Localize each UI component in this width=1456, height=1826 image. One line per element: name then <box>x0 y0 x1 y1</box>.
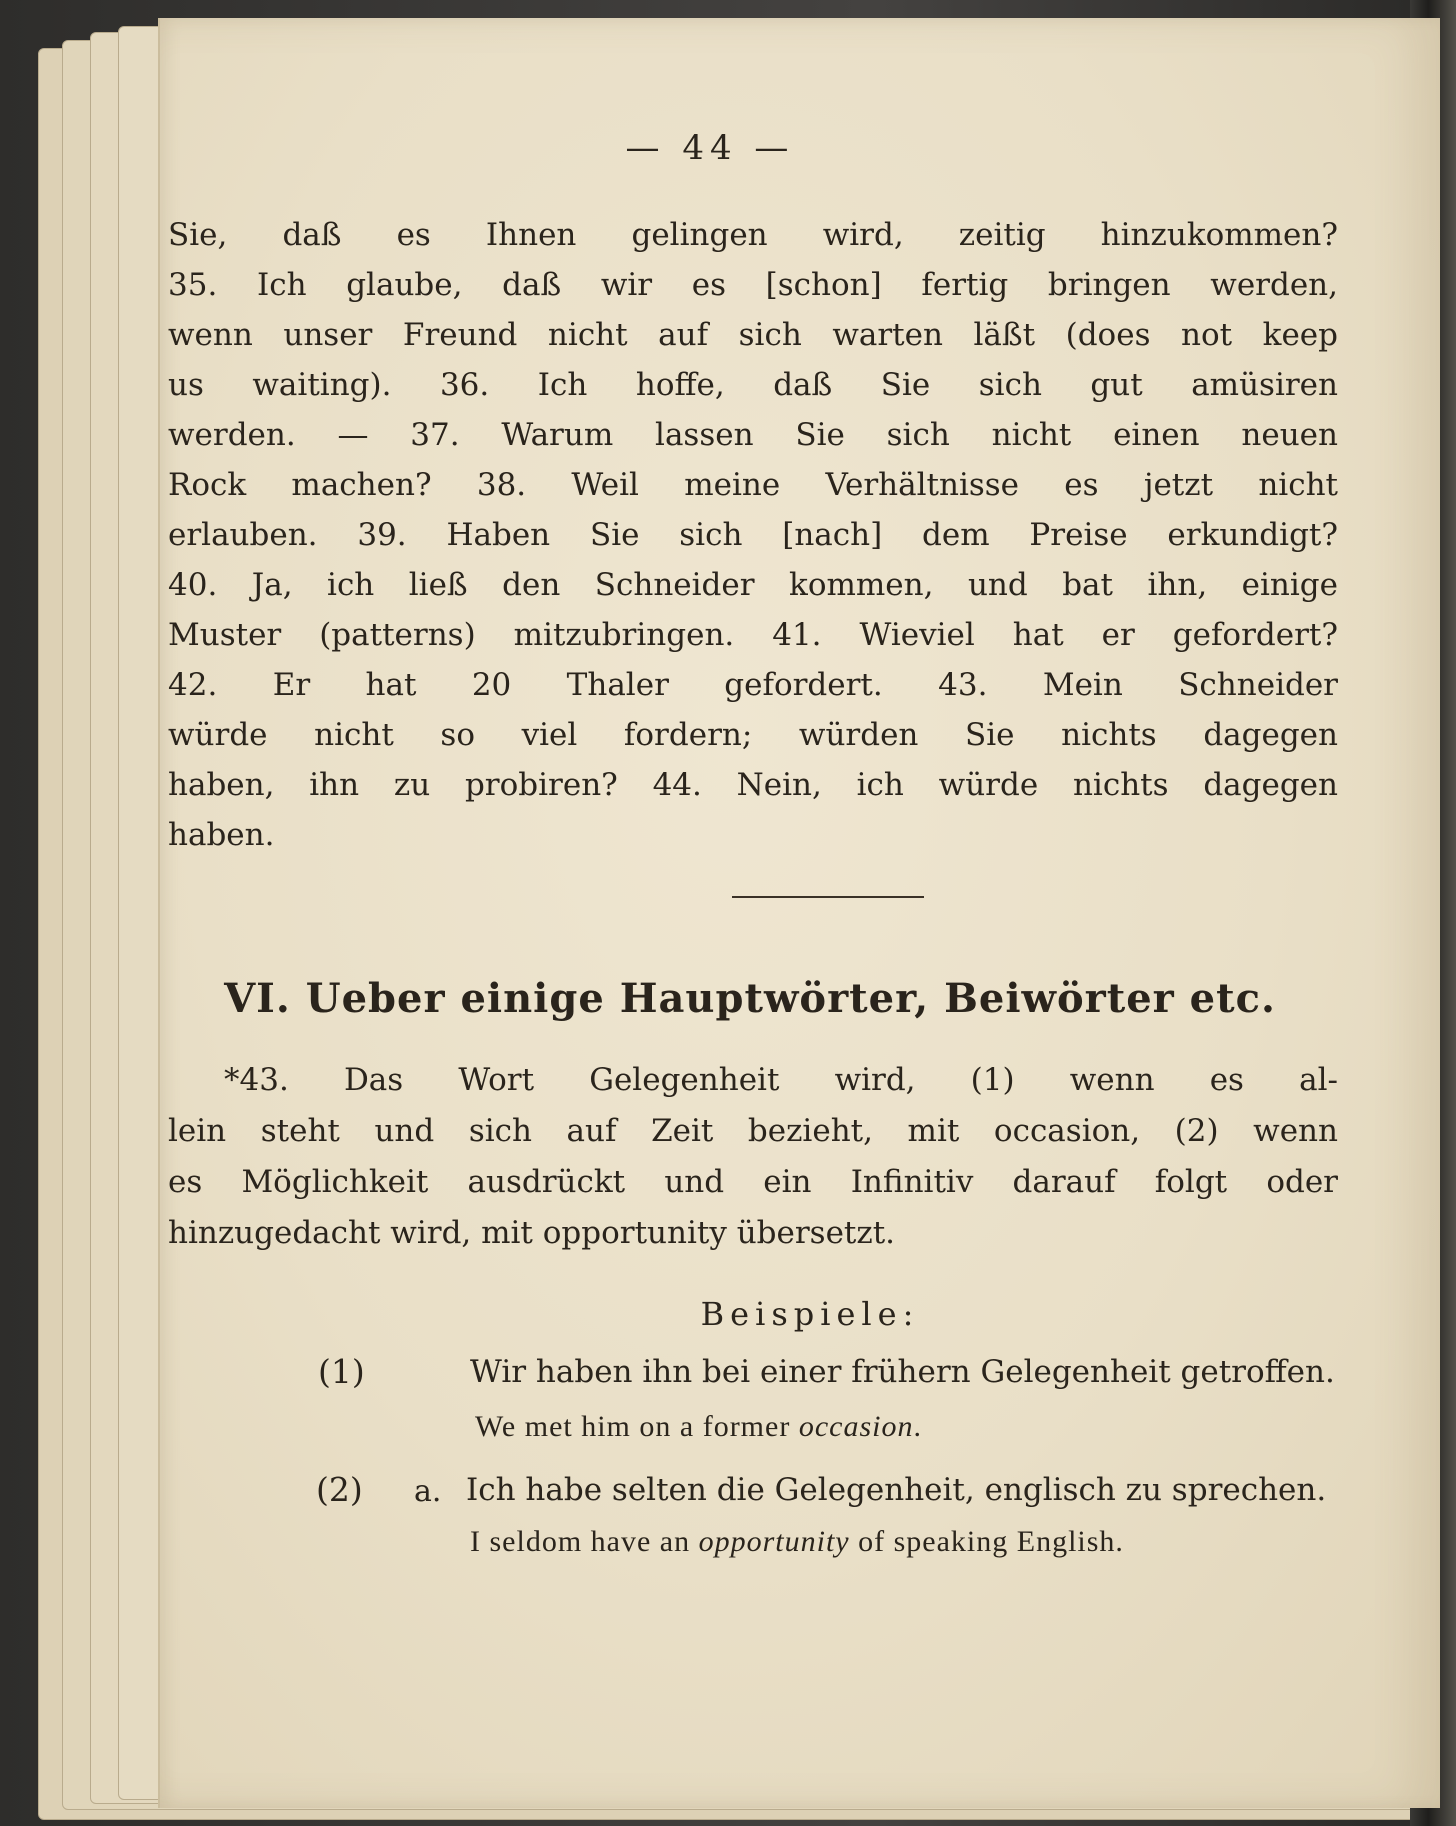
text-line: Sie, daß es Ihnen gelingen wird, zeitig hinzukommen? <box>168 217 1338 253</box>
text-line: Muster (patterns) mitzubringen. 41. Wieviel hat er gefordert? <box>168 617 1338 653</box>
english-text: of speaking English. <box>849 1525 1124 1558</box>
english-keyword: occasion <box>798 1410 914 1443</box>
page-number: — 44 — <box>625 128 795 168</box>
text-line: lein steht und sich auf Zeit bezieht, mit occasion, (2) wenn <box>168 1113 1338 1149</box>
text-line: 40. Ja, ich ließ den Schneider kommen, und bat ihn, einige <box>168 567 1338 603</box>
text-line: haben, ihn zu probiren? 44. Nein, ich würde nichts dagegen <box>168 767 1338 803</box>
english-keyword: opportunity <box>698 1525 850 1558</box>
body-text <box>168 210 1338 860</box>
text-line: hinzugedacht wird, mit opportunity übersetzt. <box>168 1215 896 1251</box>
text-line: us waiting). 36. Ich hoffe, daß Sie sich gut amüsiren <box>168 367 1338 403</box>
example-sub-letter: a. <box>414 1474 442 1509</box>
example-german: Ich habe selten die Gelegenheit, englisch zu sprechen. <box>466 1472 1327 1508</box>
text-line: haben. <box>168 817 275 853</box>
text-line: 35. Ich glaube, daß wir es [schon] fertig bringen werden, <box>168 267 1338 303</box>
example-english <box>470 1525 1124 1559</box>
example-number: (2) <box>316 1470 363 1509</box>
section-text <box>168 1055 1338 1259</box>
example-number: (1) <box>318 1352 365 1391</box>
text-line: Rock machen? 38. Weil meine Verhältnisse es jetzt nicht <box>168 467 1338 503</box>
text-line: erlauben. 39. Haben Sie sich [nach] dem Preise erkundigt? <box>168 517 1338 553</box>
example-english <box>475 1410 922 1444</box>
examples-title: Beispiele: <box>700 1295 920 1333</box>
text-line: *43. Das Wort Gelegenheit wird, (1) wenn es al- <box>224 1062 1338 1098</box>
english-text: I seldom have an <box>470 1525 699 1558</box>
text-line: 42. Er hat 20 Thaler gefordert. 43. Mein Schneider <box>168 667 1338 703</box>
section-divider <box>732 896 924 898</box>
text-line: es Möglichkeit ausdrückt und ein Infinitiv darauf folgt oder <box>168 1164 1338 1200</box>
text-line: werden. — 37. Warum lassen Sie sich nicht einen neuen <box>168 417 1338 453</box>
text-line: würde nicht so viel fordern; würden Sie nichts dagegen <box>168 717 1338 753</box>
english-text: We met him on a former <box>475 1410 799 1443</box>
english-text: . <box>913 1410 922 1443</box>
section-heading: VI. Ueber einige Hauptwörter, Beiwörter etc. <box>224 975 1276 1022</box>
text-line: wenn unser Freund nicht auf sich warten läßt (does not keep <box>168 317 1338 353</box>
example-german: Wir haben ihn bei einer frühern Gelegenheit getroffen. <box>470 1354 1335 1390</box>
